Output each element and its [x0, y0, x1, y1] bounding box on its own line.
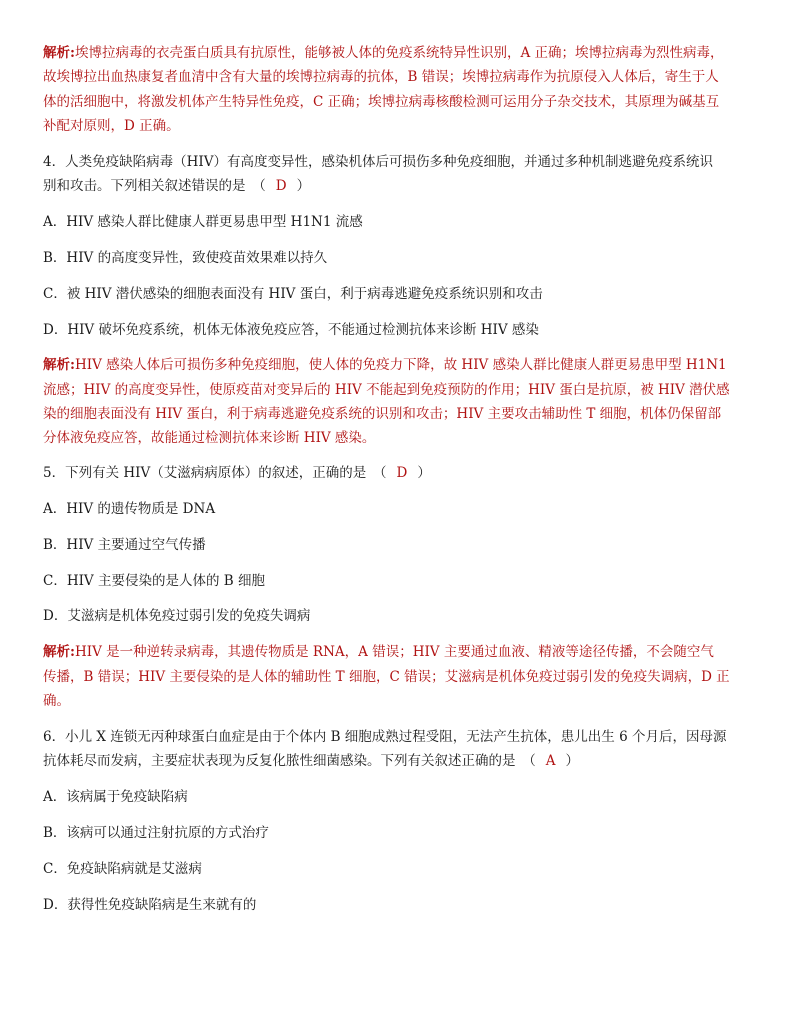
q6-option-a: A．该病属于免疫缺陷病 — [43, 789, 188, 805]
q5-option-c: C．HIV 主要侵染的是人体的 B 细胞 — [43, 573, 265, 589]
q4-stem: 别和攻击。下列相关叙述错误的是 （ D ） — [43, 178, 311, 194]
q5-analysis: 确。 — [43, 693, 70, 709]
q6-option-b: B．该病可以通过注射抗原的方式治疗 — [43, 825, 269, 841]
q4-analysis: 染的细胞表面没有 HIV 蛋白，利于病毒逃避免疫系统的识别和攻击；HIV 主要攻击辅助性 T 细胞，机体仍保留部 — [43, 406, 722, 422]
q4-analysis: 流感；HIV 的高度变异性，使原疫苗对变异后的 HIV 不能起到免疫预防的作用；HIV 蛋白是抗原，被 HIV 潜伏感 — [43, 382, 730, 398]
q5-option-b: B．HIV 主要通过空气传播 — [43, 537, 206, 553]
q4-analysis: 分体液免疫应答，故能通过检测抗体来诊断 HIV 感染。 — [43, 430, 376, 446]
q5-analysis: 传播，B 错误；HIV 主要侵染的是人体的辅助性 T 细胞，C 错误；艾滋病是机体免疫过弱引发的免疫失调病，D 正 — [43, 669, 730, 685]
q4-option-a: A．HIV 感染人群比健康人群更易患甲型 H1N1 流感 — [43, 214, 363, 230]
analysis-line: 解析:埃博拉病毒的衣壳蛋白质具有抗原性，能够被人体的免疫系统特异性识别，A 正确；埃博拉病毒为烈性病毒， — [43, 45, 724, 61]
q6-option-c: C．免疫缺陷病就是艾滋病 — [43, 861, 202, 877]
q4-option-d: D．HIV 破坏免疫系统，机体无体液免疫应答，不能通过检测抗体来诊断 HIV 感染 — [43, 322, 539, 338]
q5-analysis: 解析:HIV 是一种逆转录病毒，其遗传物质是 RNA，A 错误；HIV 主要通过血液、精液等途径传播，不会随空气 — [43, 644, 714, 660]
q5-stem: 5．下列有关 HIV（艾滋病病原体）的叙述，正确的是 （ D ） — [43, 465, 431, 481]
analysis-label: 解析: — [43, 357, 75, 373]
q6-answer: A — [545, 753, 556, 769]
q6-stem: 6．小儿 X 连锁无丙种球蛋白血症是由于个体内 B 细胞成熟过程受阻，无法产生抗体，患儿出生 6 个月后，因母源 — [43, 729, 727, 745]
q4-stem: 4．人类免疫缺陷病毒（HIV）有高度变异性，感染机体后可损伤多种免疫细胞，并通过多种机制逃避免疫系统识 — [43, 154, 713, 170]
q5-option-a: A．HIV 的遗传物质是 DNA — [43, 501, 216, 517]
q6-option-d: D．获得性免疫缺陷病是生来就有的 — [43, 897, 257, 913]
analysis-label: 解析: — [43, 644, 75, 660]
q4-answer: D — [275, 178, 287, 194]
q4-option-c: C．被 HIV 潜伏感染的细胞表面没有 HIV 蛋白，利于病毒逃避免疫系统识别和攻击 — [43, 286, 543, 302]
q4-option-b: B．HIV 的高度变异性，致使疫苗效果难以持久 — [43, 250, 328, 266]
analysis-line: 体的活细胞中，将激发机体产生特异性免疫，C 正确；埃博拉病毒核酸检测可运用分子杂交技术，其原理为碱基互 — [43, 94, 720, 110]
analysis-line: 补配对原则，D 正确。 — [43, 118, 180, 134]
analysis-label: 解析: — [43, 45, 75, 61]
q5-answer: D — [396, 465, 408, 481]
analysis-line: 故埃博拉出血热康复者血清中含有大量的埃博拉病毒的抗体，B 错误；埃博拉病毒作为抗原侵入人体后，寄生于人 — [43, 69, 719, 85]
q4-analysis: 解析:HIV 感染人体后可损伤多种免疫细胞，使人体的免疫力下降，故 HIV 感染人群比健康人群更易患甲型 H1N1 — [43, 357, 727, 373]
q5-option-d: D．艾滋病是机体免疫过弱引发的免疫失调病 — [43, 608, 311, 624]
q6-stem: 抗体耗尽而发病，主要症状表现为反复化脓性细菌感染。下列有关叙述正确的是 （ A ） — [43, 753, 579, 769]
